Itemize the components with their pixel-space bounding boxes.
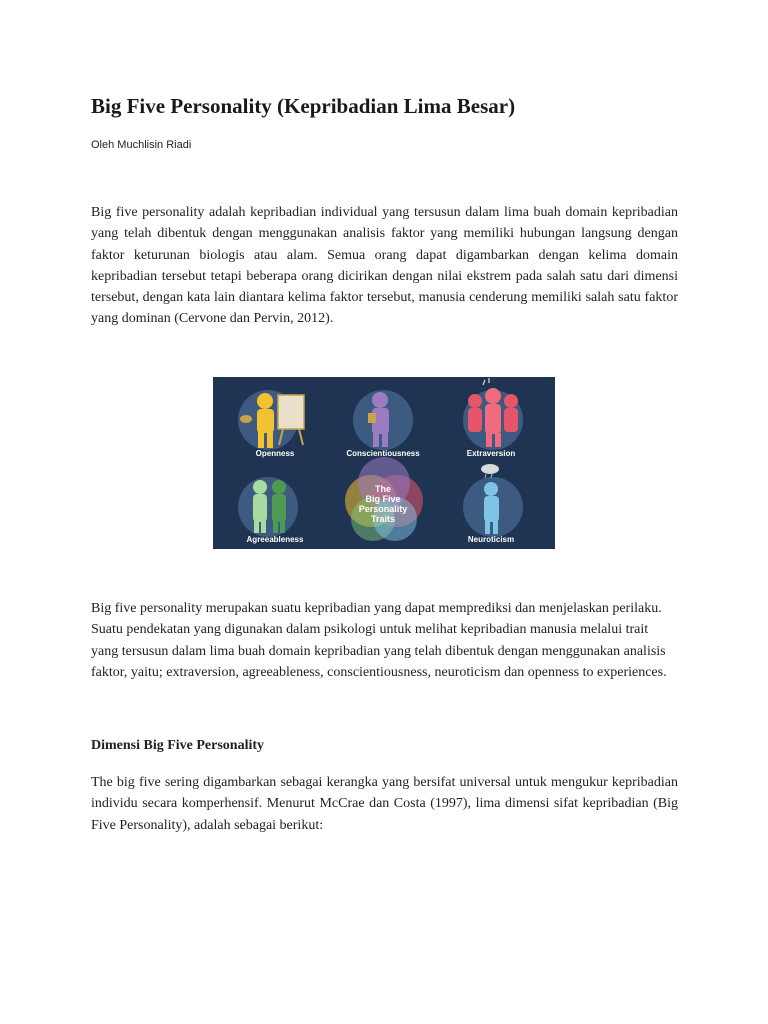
extraversion-label: Extraversion bbox=[466, 449, 516, 458]
second-paragraph: Big five personality merupakan suatu kepribadian yang dapat memprediksi dan menjelaskan perilaku. Suatu pendekatan yang digunakan dalam psikologi untuk melihat kepribadian manusia melalui trait yang tersusun dalam lima buah domain kepribadian yang telah dibentuk dengan menggunakan analisis faktor, yaitu; extraversion, agreeableness, conscientiousness, neuroticism dan openness to experiences. bbox=[91, 601, 667, 680]
center-title-line-4: Traits bbox=[370, 514, 395, 524]
author-line: Oleh Muchlisin Riadi bbox=[91, 139, 192, 151]
conscientiousness-label: Conscientiousness bbox=[346, 449, 420, 458]
section-heading: Dimensi Big Five Personality bbox=[91, 738, 265, 753]
center-title-line-1: The bbox=[374, 484, 391, 494]
third-paragraph: The big five sering digambarkan sebagai kerangka yang bersifat universal untuk mengukur kepribadian individu secara komperhensif. Menurut McCrae dan Costa (1997), lima dimensi sifat kepribadian (Big Five Personality), adalah sebagai berikut: bbox=[91, 775, 678, 833]
agreeableness-circle bbox=[238, 477, 298, 537]
neuroticism-label: Neuroticism bbox=[467, 535, 515, 544]
big-five-illustration bbox=[213, 377, 555, 549]
intro-paragraph: Big five personality adalah kepribadian individual yang tersusun dalam lima buah domain kepribadian yang telah dibentuk dengan menggunakan analisis faktor yang memiliki hubungan langsung dengan faktor keturunan biologis atau alam. Semua orang dapat digambarkan dengan kelima domain kepribadian tersebut tetapi beberapa orang dicirikan dengan nilai ekstrem pada salah satu dari dimensi tersebut, dengan kata lain diantara kelima faktor tersebut, manusia cenderung memiliki salah satu faktor yang dominan (Cervone dan Pervin, 2012). bbox=[91, 205, 678, 327]
openness-label: Openness bbox=[255, 449, 295, 458]
agreeableness-label: Agreeableness bbox=[246, 535, 304, 544]
page-title: Big Five Personality (Kepribadian Lima Besar) bbox=[91, 94, 516, 118]
center-title-label bbox=[328, 484, 438, 524]
center-title-line-2: Big Five bbox=[365, 494, 401, 504]
center-title-line-3: Personality bbox=[358, 504, 408, 514]
